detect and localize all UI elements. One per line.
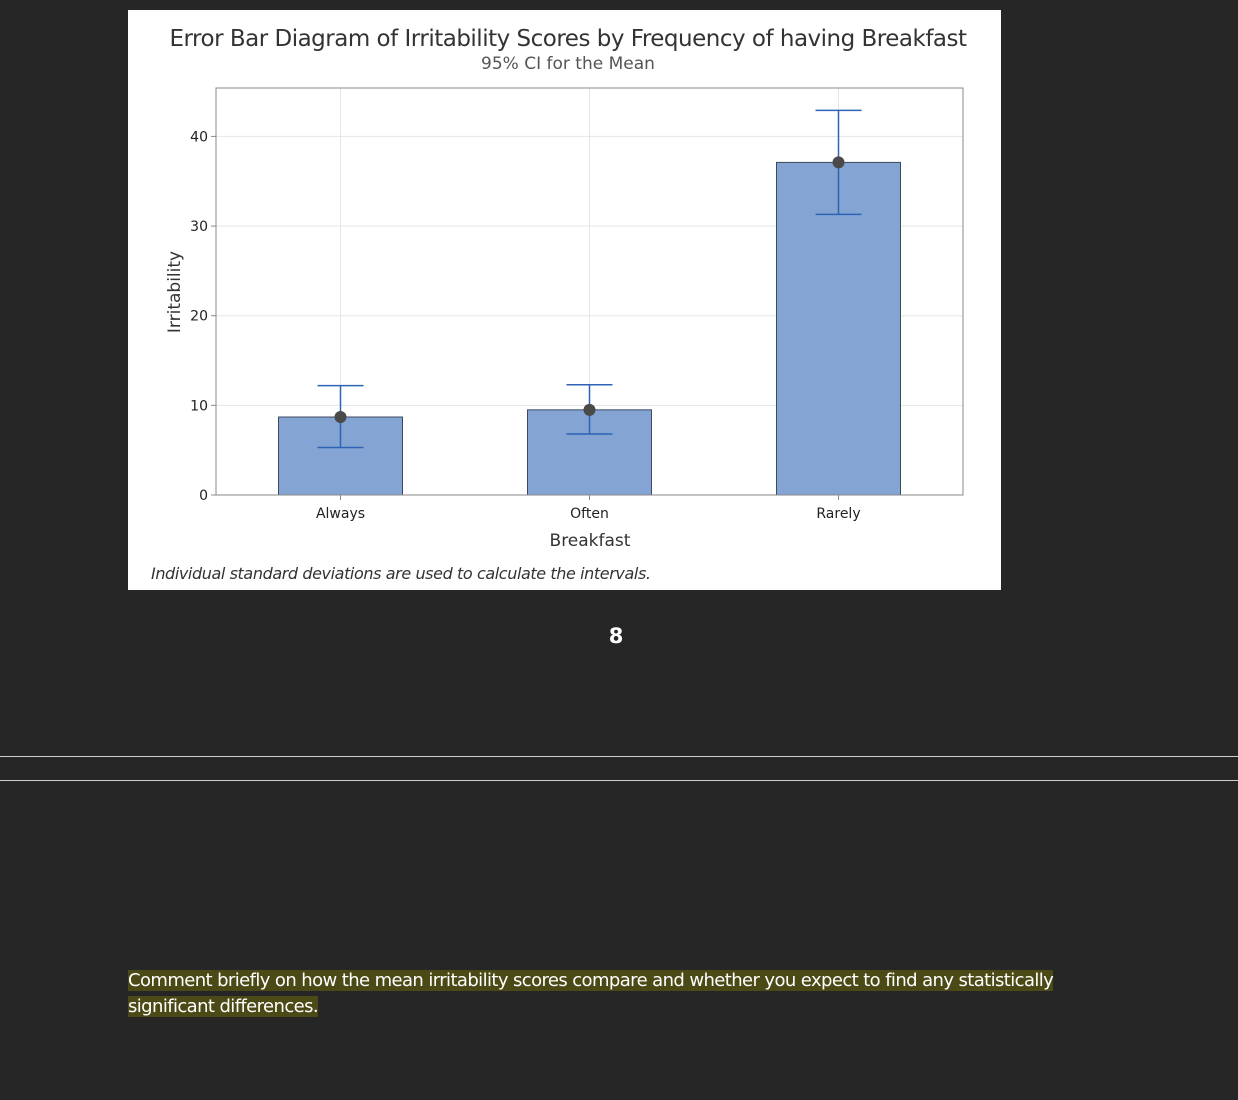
y-tick-label: 40	[190, 129, 208, 146]
divider-line	[0, 756, 1238, 757]
error-bar-chart	[128, 10, 1001, 590]
y-tick-label: 10	[190, 398, 208, 415]
y-tick-label: 20	[190, 308, 208, 325]
x-tick-label: Rarely	[816, 506, 861, 522]
question-text	[128, 968, 1108, 1020]
chart-card	[128, 10, 1001, 590]
chart-footnote: Individual standard deviations are used to calculate the intervals.	[151, 564, 651, 583]
mean-point	[584, 404, 596, 416]
mean-point	[335, 411, 347, 423]
mean-point	[833, 156, 845, 168]
y-axis-label: Irritability	[165, 250, 185, 334]
divider-line	[0, 780, 1238, 781]
x-tick-label: Often	[570, 506, 609, 522]
chart-title: Error Bar Diagram of Irritability Scores by Frequency of having Breakfast	[169, 26, 967, 52]
page-number: 8	[608, 624, 624, 648]
y-tick-label: 0	[199, 488, 208, 504]
y-tick-label: 30	[190, 219, 208, 236]
x-tick-label: Always	[315, 506, 366, 522]
x-axis-label: Breakfast	[549, 531, 631, 551]
question-highlight: Comment briefly on how the mean irritability scores compare and whether you expect to find any statistically significant differences.	[128, 970, 1054, 1017]
chart-subtitle: 95% CI for the Mean	[481, 54, 655, 74]
